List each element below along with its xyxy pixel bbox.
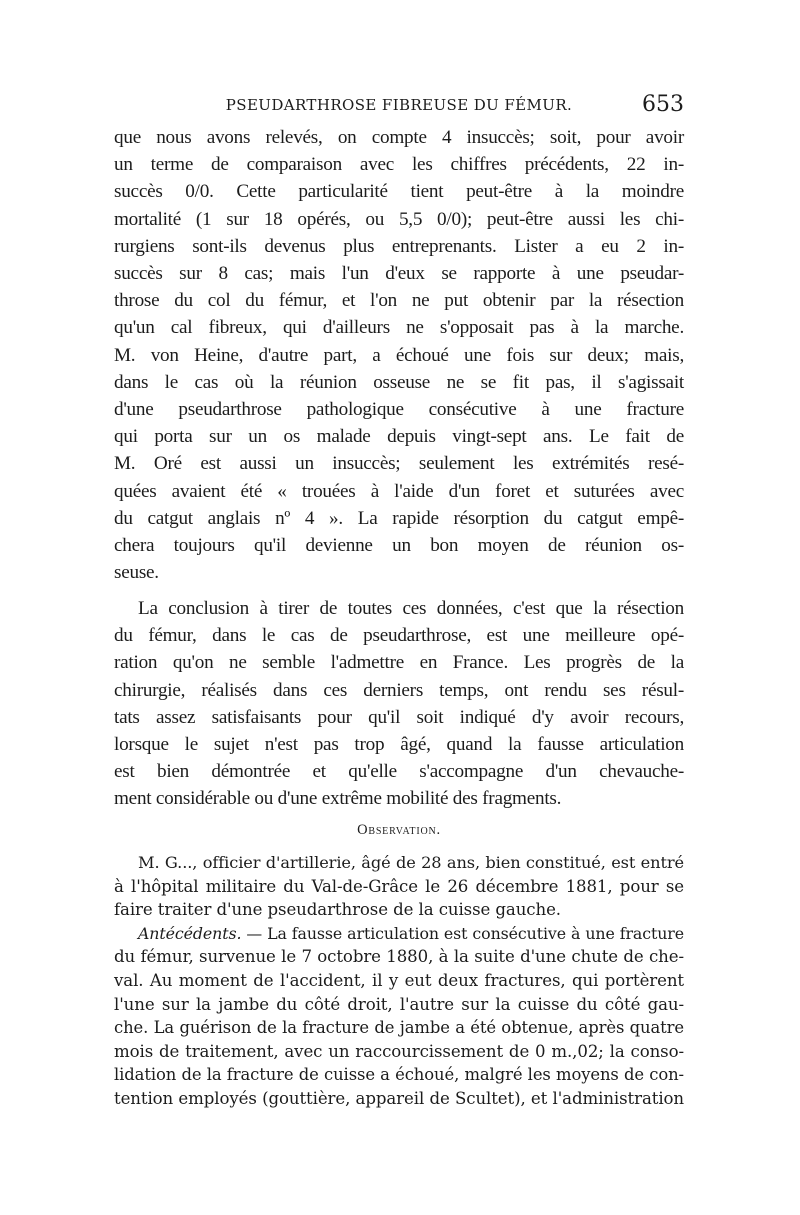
text-line: que nous avons relevés, on compte 4 insuccès; soit, pour avoir — [114, 127, 684, 148]
text-line: succès 0/0. Cette particularité tient peut-être à la moindre — [114, 181, 684, 203]
running-head-title: PSEUDARTHROSE FIBREUSE DU FÉMUR. — [225, 96, 573, 114]
text-line: du fémur, dans le cas de pseudarthrose, est une meilleure opé- — [114, 625, 684, 647]
text-line: du fémur, survenue le 7 octobre 1880, à la suite d'une chute de che- — [114, 947, 684, 967]
text-line: un terme de comparaison avec les chiffres précédents, 22 in- — [114, 154, 684, 176]
text-line: La conclusion à tirer de toutes ces données, c'est que la résection — [138, 598, 684, 619]
running-head — [114, 92, 684, 122]
paragraph-1 — [114, 124, 684, 586]
text-line: seuse. — [114, 562, 159, 584]
text-line: rurgiens sont-ils devenus plus entreprenants. Lister a eu 2 in- — [114, 235, 684, 257]
text-line: dans le cas où la réunion osseuse ne se fit pas, il s'agissait — [114, 371, 684, 393]
text-line: qu'un cal fibreux, qui d'ailleurs ne s'opposait pas à la marche. — [114, 317, 684, 339]
text-line: chera toujours qu'il devienne un bon moyen de réunion os- — [114, 535, 684, 557]
text-line: mois de traitement, avec un raccourcissement de 0 m.,02; la conso- — [114, 1041, 684, 1061]
text-line: lorsque le sujet n'est pas trop âgé, quand la fausse articulation — [114, 734, 684, 756]
text-line: l'une sur la jambe du côté droit, l'autre sur la cuisse du côté gau- — [114, 994, 684, 1014]
text-line: qui porta sur un os malade depuis vingt-sept ans. Le fait de — [114, 426, 684, 448]
text-line: val. Au moment de l'accident, il y eut deux fractures, qui portèrent — [114, 970, 684, 990]
text-line: ment considérable ou d'une extrême mobilité des fragments. — [114, 788, 562, 810]
text-line: chirurgie, réalisés dans ces derniers temps, ont rendu ses résul- — [114, 679, 684, 701]
text-line: faire traiter d'une pseudarthrose de la cuisse gauche. — [114, 900, 561, 920]
text-line: che. La guérison de la fracture de jambe a été obtenue, après quatre — [114, 1018, 684, 1038]
text-line: succès sur 8 cas; mais l'un d'eux se rapporte à une pseudar- — [114, 263, 684, 285]
text-line: tention employés (gouttière, appareil de Scultet), et l'administration — [114, 1088, 684, 1108]
text-line: tats assez satisfaisants pour qu'il soit indiqué d'y avoir recours, — [114, 706, 684, 728]
text-line: quées avaient été « trouées à l'aide d'un foret et suturées avec — [114, 480, 684, 502]
text-line: M. G..., officier d'artillerie, âgé de 28 ans, bien constitué, est entré — [138, 853, 684, 872]
page-number: 653 — [642, 92, 684, 117]
text-line: M. Oré est aussi un insuccès; seulement les extrémités resé- — [114, 453, 684, 475]
text-line: est bien démontrée et qu'elle s'accompagne d'un chevauche- — [114, 761, 684, 783]
text-line: à l'hôpital militaire du Val-de-Grâce le 26 décembre 1881, pour se — [114, 876, 684, 896]
text-line: du catgut anglais nº 4 ». La rapide résorption du catgut empê- — [114, 507, 684, 529]
text-line — [114, 922, 684, 946]
text-line: d'une pseudarthrose pathologique consécutive à une fracture — [114, 399, 684, 421]
text-line: ration qu'on ne semble l'admettre en France. Les progrès de la — [114, 652, 684, 674]
observation-heading: Observation. — [357, 822, 441, 838]
text-line: lidation de la fracture de cuisse a échoué, malgré les moyens de con- — [114, 1065, 684, 1085]
antecedents-label: Antécédents. — [138, 923, 242, 943]
paragraph-2 — [114, 595, 684, 813]
observation-text — [114, 851, 684, 1111]
text-line: throse du col du fémur, et l'on ne put obtenir par la résection — [114, 290, 684, 312]
text-line: M. von Heine, d'autre part, a échoué une fois sur deux; mais, — [114, 344, 684, 366]
text-line: mortalité (1 sur 18 opérés, ou 5,5 0/0); peut-être aussi les chi- — [114, 208, 684, 230]
antecedents-text: — La fausse articulation est consécutive à une fracture — [241, 923, 684, 943]
